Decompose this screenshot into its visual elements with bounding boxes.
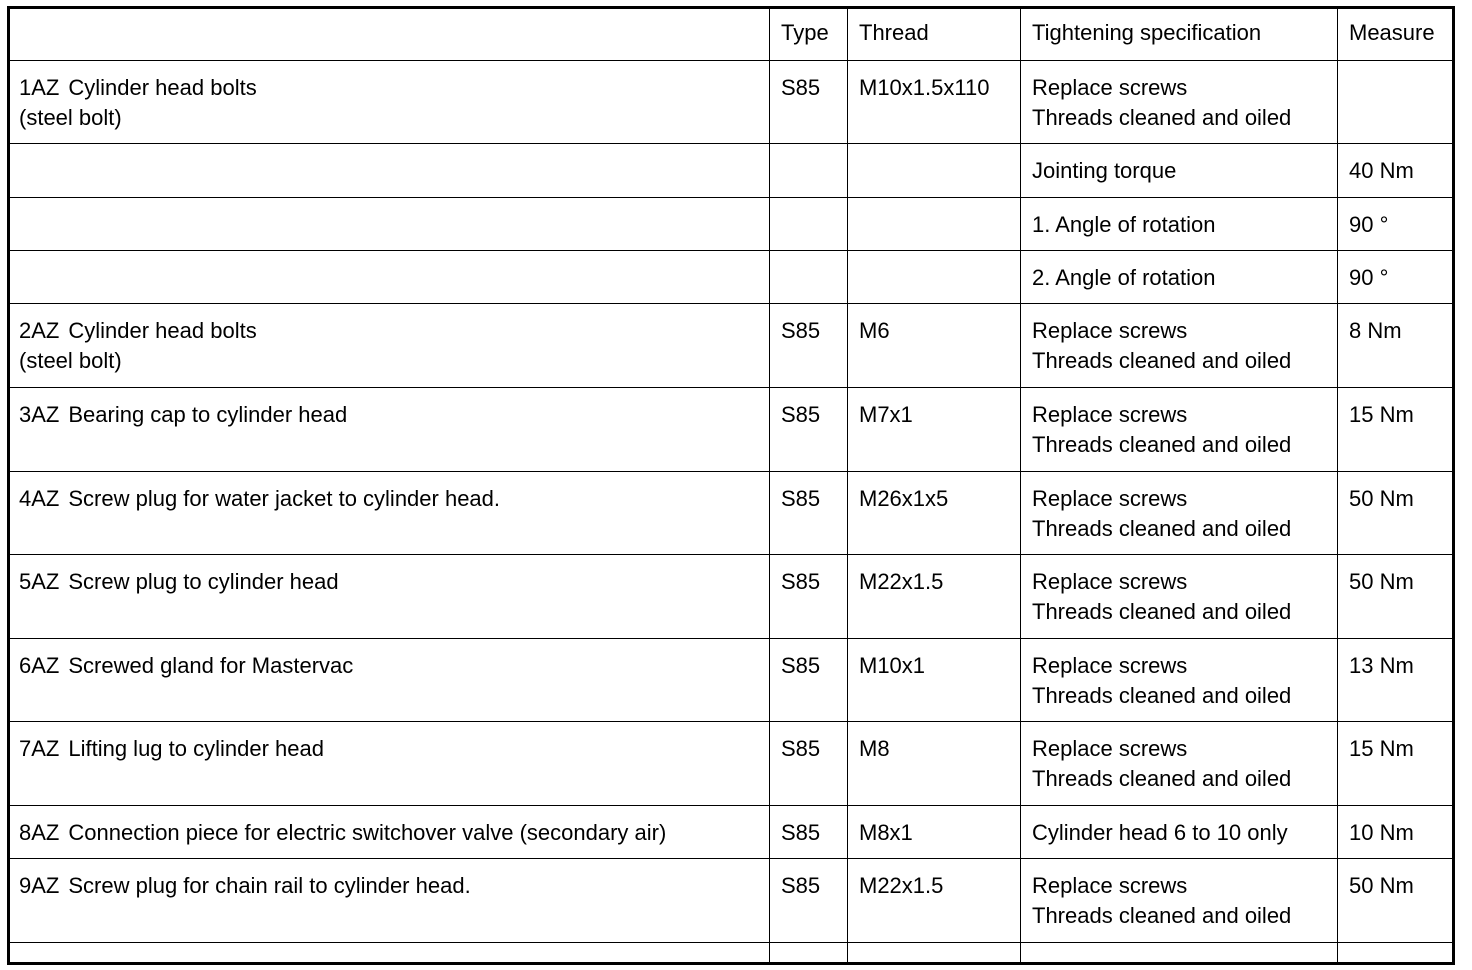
type-cell: S85 bbox=[770, 388, 848, 472]
type-cell bbox=[770, 943, 848, 966]
thread-cell: M26x1x5 bbox=[848, 472, 1021, 555]
spec-line: Threads cleaned and oiled bbox=[1032, 903, 1292, 928]
description-cell bbox=[8, 806, 770, 859]
item-code: 6AZ bbox=[19, 653, 60, 678]
spec-line: Threads cleaned and oiled bbox=[1032, 683, 1292, 708]
item-description: Lifting lug to cylinder head bbox=[68, 736, 324, 761]
description-cell bbox=[8, 198, 770, 251]
thread-cell: M8x1 bbox=[848, 806, 1021, 859]
spec-cell bbox=[1021, 722, 1338, 806]
table-row bbox=[8, 943, 1456, 966]
spec-line: Threads cleaned and oiled bbox=[1032, 105, 1292, 130]
description-cell bbox=[8, 472, 770, 555]
item-code: 3AZ bbox=[19, 402, 60, 427]
description-cell bbox=[8, 639, 770, 722]
type-cell: S85 bbox=[770, 722, 848, 806]
description-cell bbox=[8, 555, 770, 639]
measure-cell: 8 Nm bbox=[1338, 304, 1456, 388]
table-row bbox=[8, 304, 1456, 388]
table-row bbox=[8, 722, 1456, 806]
table-row bbox=[8, 859, 1456, 943]
item-code: 5AZ bbox=[19, 569, 60, 594]
measure-cell bbox=[1338, 943, 1456, 966]
description-line bbox=[19, 871, 769, 901]
spec-line: Threads cleaned and oiled bbox=[1032, 599, 1292, 624]
table-header-row bbox=[8, 7, 1456, 61]
spec-line: Threads cleaned and oiled bbox=[1032, 766, 1292, 791]
thread-cell bbox=[848, 943, 1021, 966]
item-code: 8AZ bbox=[19, 820, 60, 845]
measure-cell: 90 ° bbox=[1338, 251, 1456, 304]
spec-line: Replace screws bbox=[1032, 486, 1188, 511]
thread-cell: M8 bbox=[848, 722, 1021, 806]
spec-cell bbox=[1021, 388, 1338, 472]
spec-line: 1. Angle of rotation bbox=[1032, 212, 1216, 237]
spec-line: Replace screws bbox=[1032, 402, 1188, 427]
thread-cell bbox=[848, 198, 1021, 251]
table-row bbox=[8, 639, 1456, 722]
item-description: Cylinder head bolts bbox=[68, 318, 257, 343]
spec-cell bbox=[1021, 639, 1338, 722]
header-thread: Thread bbox=[848, 7, 1021, 61]
measure-cell: 90 ° bbox=[1338, 198, 1456, 251]
item-code: 2AZ bbox=[19, 318, 60, 343]
spec-line: Replace screws bbox=[1032, 569, 1188, 594]
spec-cell bbox=[1021, 304, 1338, 388]
thread-cell bbox=[848, 144, 1021, 198]
item-description: Screw plug to cylinder head bbox=[68, 569, 339, 594]
description-line bbox=[19, 734, 769, 764]
type-cell bbox=[770, 144, 848, 198]
item-description: Connection piece for electric switchover valve (secondary air) bbox=[68, 820, 667, 845]
spec-cell bbox=[1021, 943, 1338, 966]
measure-cell: 13 Nm bbox=[1338, 639, 1456, 722]
description-line bbox=[19, 651, 769, 681]
type-cell: S85 bbox=[770, 304, 848, 388]
header-measure: Measure bbox=[1338, 7, 1456, 61]
measure-cell bbox=[1338, 61, 1456, 144]
description-line bbox=[19, 210, 769, 240]
spec-cell bbox=[1021, 144, 1338, 198]
measure-cell: 15 Nm bbox=[1338, 388, 1456, 472]
item-description: Cylinder head bolts bbox=[68, 75, 257, 100]
description-line bbox=[19, 484, 769, 514]
spec-line: Replace screws bbox=[1032, 318, 1188, 343]
spec-table-frame bbox=[7, 6, 1455, 965]
description-line bbox=[19, 955, 769, 965]
measure-cell: 15 Nm bbox=[1338, 722, 1456, 806]
item-description: Screw plug for water jacket to cylinder head. bbox=[68, 486, 501, 511]
measure-cell: 50 Nm bbox=[1338, 472, 1456, 555]
measure-cell: 50 Nm bbox=[1338, 859, 1456, 943]
spec-line: Threads cleaned and oiled bbox=[1032, 432, 1292, 457]
description-cell bbox=[8, 144, 770, 198]
item-description: Screw plug for chain rail to cylinder head. bbox=[68, 873, 471, 898]
table-row bbox=[8, 388, 1456, 472]
spec-cell bbox=[1021, 472, 1338, 555]
spec-line: Threads cleaned and oiled bbox=[1032, 348, 1292, 373]
type-cell: S85 bbox=[770, 806, 848, 859]
spec-cell bbox=[1021, 198, 1338, 251]
spec-line: Cylinder head 6 to 10 only bbox=[1032, 820, 1288, 845]
thread-cell: M10x1 bbox=[848, 639, 1021, 722]
description-line bbox=[19, 818, 769, 848]
spec-cell bbox=[1021, 555, 1338, 639]
description-cell bbox=[8, 388, 770, 472]
type-cell bbox=[770, 198, 848, 251]
type-cell bbox=[770, 251, 848, 304]
table-row bbox=[8, 251, 1456, 304]
spec-line: Replace screws bbox=[1032, 736, 1188, 761]
type-cell: S85 bbox=[770, 639, 848, 722]
table-row bbox=[8, 472, 1456, 555]
item-code: 7AZ bbox=[19, 736, 60, 761]
item-description: Bearing cap to cylinder head bbox=[68, 402, 348, 427]
measure-cell: 10 Nm bbox=[1338, 806, 1456, 859]
description-cell bbox=[8, 943, 770, 966]
type-cell: S85 bbox=[770, 555, 848, 639]
spec-line: Replace screws bbox=[1032, 75, 1188, 100]
spec-cell bbox=[1021, 61, 1338, 144]
description-cell bbox=[8, 304, 770, 388]
spec-line: 2. Angle of rotation bbox=[1032, 265, 1216, 290]
thread-cell: M22x1.5 bbox=[848, 859, 1021, 943]
type-cell: S85 bbox=[770, 61, 848, 144]
spec-line: Threads cleaned and oiled bbox=[1032, 516, 1292, 541]
measure-cell: 50 Nm bbox=[1338, 555, 1456, 639]
item-code: 9AZ bbox=[19, 873, 60, 898]
table-row bbox=[8, 61, 1456, 144]
spec-line: Replace screws bbox=[1032, 873, 1188, 898]
item-code: 1AZ bbox=[19, 75, 60, 100]
spec-cell bbox=[1021, 806, 1338, 859]
spec-cell bbox=[1021, 859, 1338, 943]
description-line bbox=[19, 400, 769, 430]
description-line bbox=[19, 316, 769, 346]
item-description-note: (steel bolt) bbox=[19, 348, 122, 373]
header-description bbox=[8, 7, 770, 61]
description-cell bbox=[8, 61, 770, 144]
thread-cell: M10x1.5x110 bbox=[848, 61, 1021, 144]
description-cell bbox=[8, 251, 770, 304]
thread-cell: M6 bbox=[848, 304, 1021, 388]
type-cell: S85 bbox=[770, 859, 848, 943]
spec-line: Jointing torque bbox=[1032, 158, 1177, 183]
description-line bbox=[19, 567, 769, 597]
thread-cell: M22x1.5 bbox=[848, 555, 1021, 639]
tightening-spec-table bbox=[7, 6, 1455, 965]
item-description: Screwed gland for Mastervac bbox=[68, 653, 354, 678]
table-row bbox=[8, 198, 1456, 251]
description-cell bbox=[8, 722, 770, 806]
measure-cell: 40 Nm bbox=[1338, 144, 1456, 198]
table-row bbox=[8, 806, 1456, 859]
item-code: 4AZ bbox=[19, 486, 60, 511]
description-line bbox=[19, 73, 769, 103]
table-row bbox=[8, 144, 1456, 198]
header-type: Type bbox=[770, 7, 848, 61]
thread-cell: M7x1 bbox=[848, 388, 1021, 472]
spec-cell bbox=[1021, 251, 1338, 304]
thread-cell bbox=[848, 251, 1021, 304]
description-cell bbox=[8, 859, 770, 943]
spec-line: Replace screws bbox=[1032, 653, 1188, 678]
header-spec: Tightening specification bbox=[1021, 7, 1338, 61]
description-line bbox=[19, 263, 769, 293]
description-line bbox=[19, 156, 769, 186]
item-description-note: (steel bolt) bbox=[19, 105, 122, 130]
type-cell: S85 bbox=[770, 472, 848, 555]
table-row bbox=[8, 555, 1456, 639]
